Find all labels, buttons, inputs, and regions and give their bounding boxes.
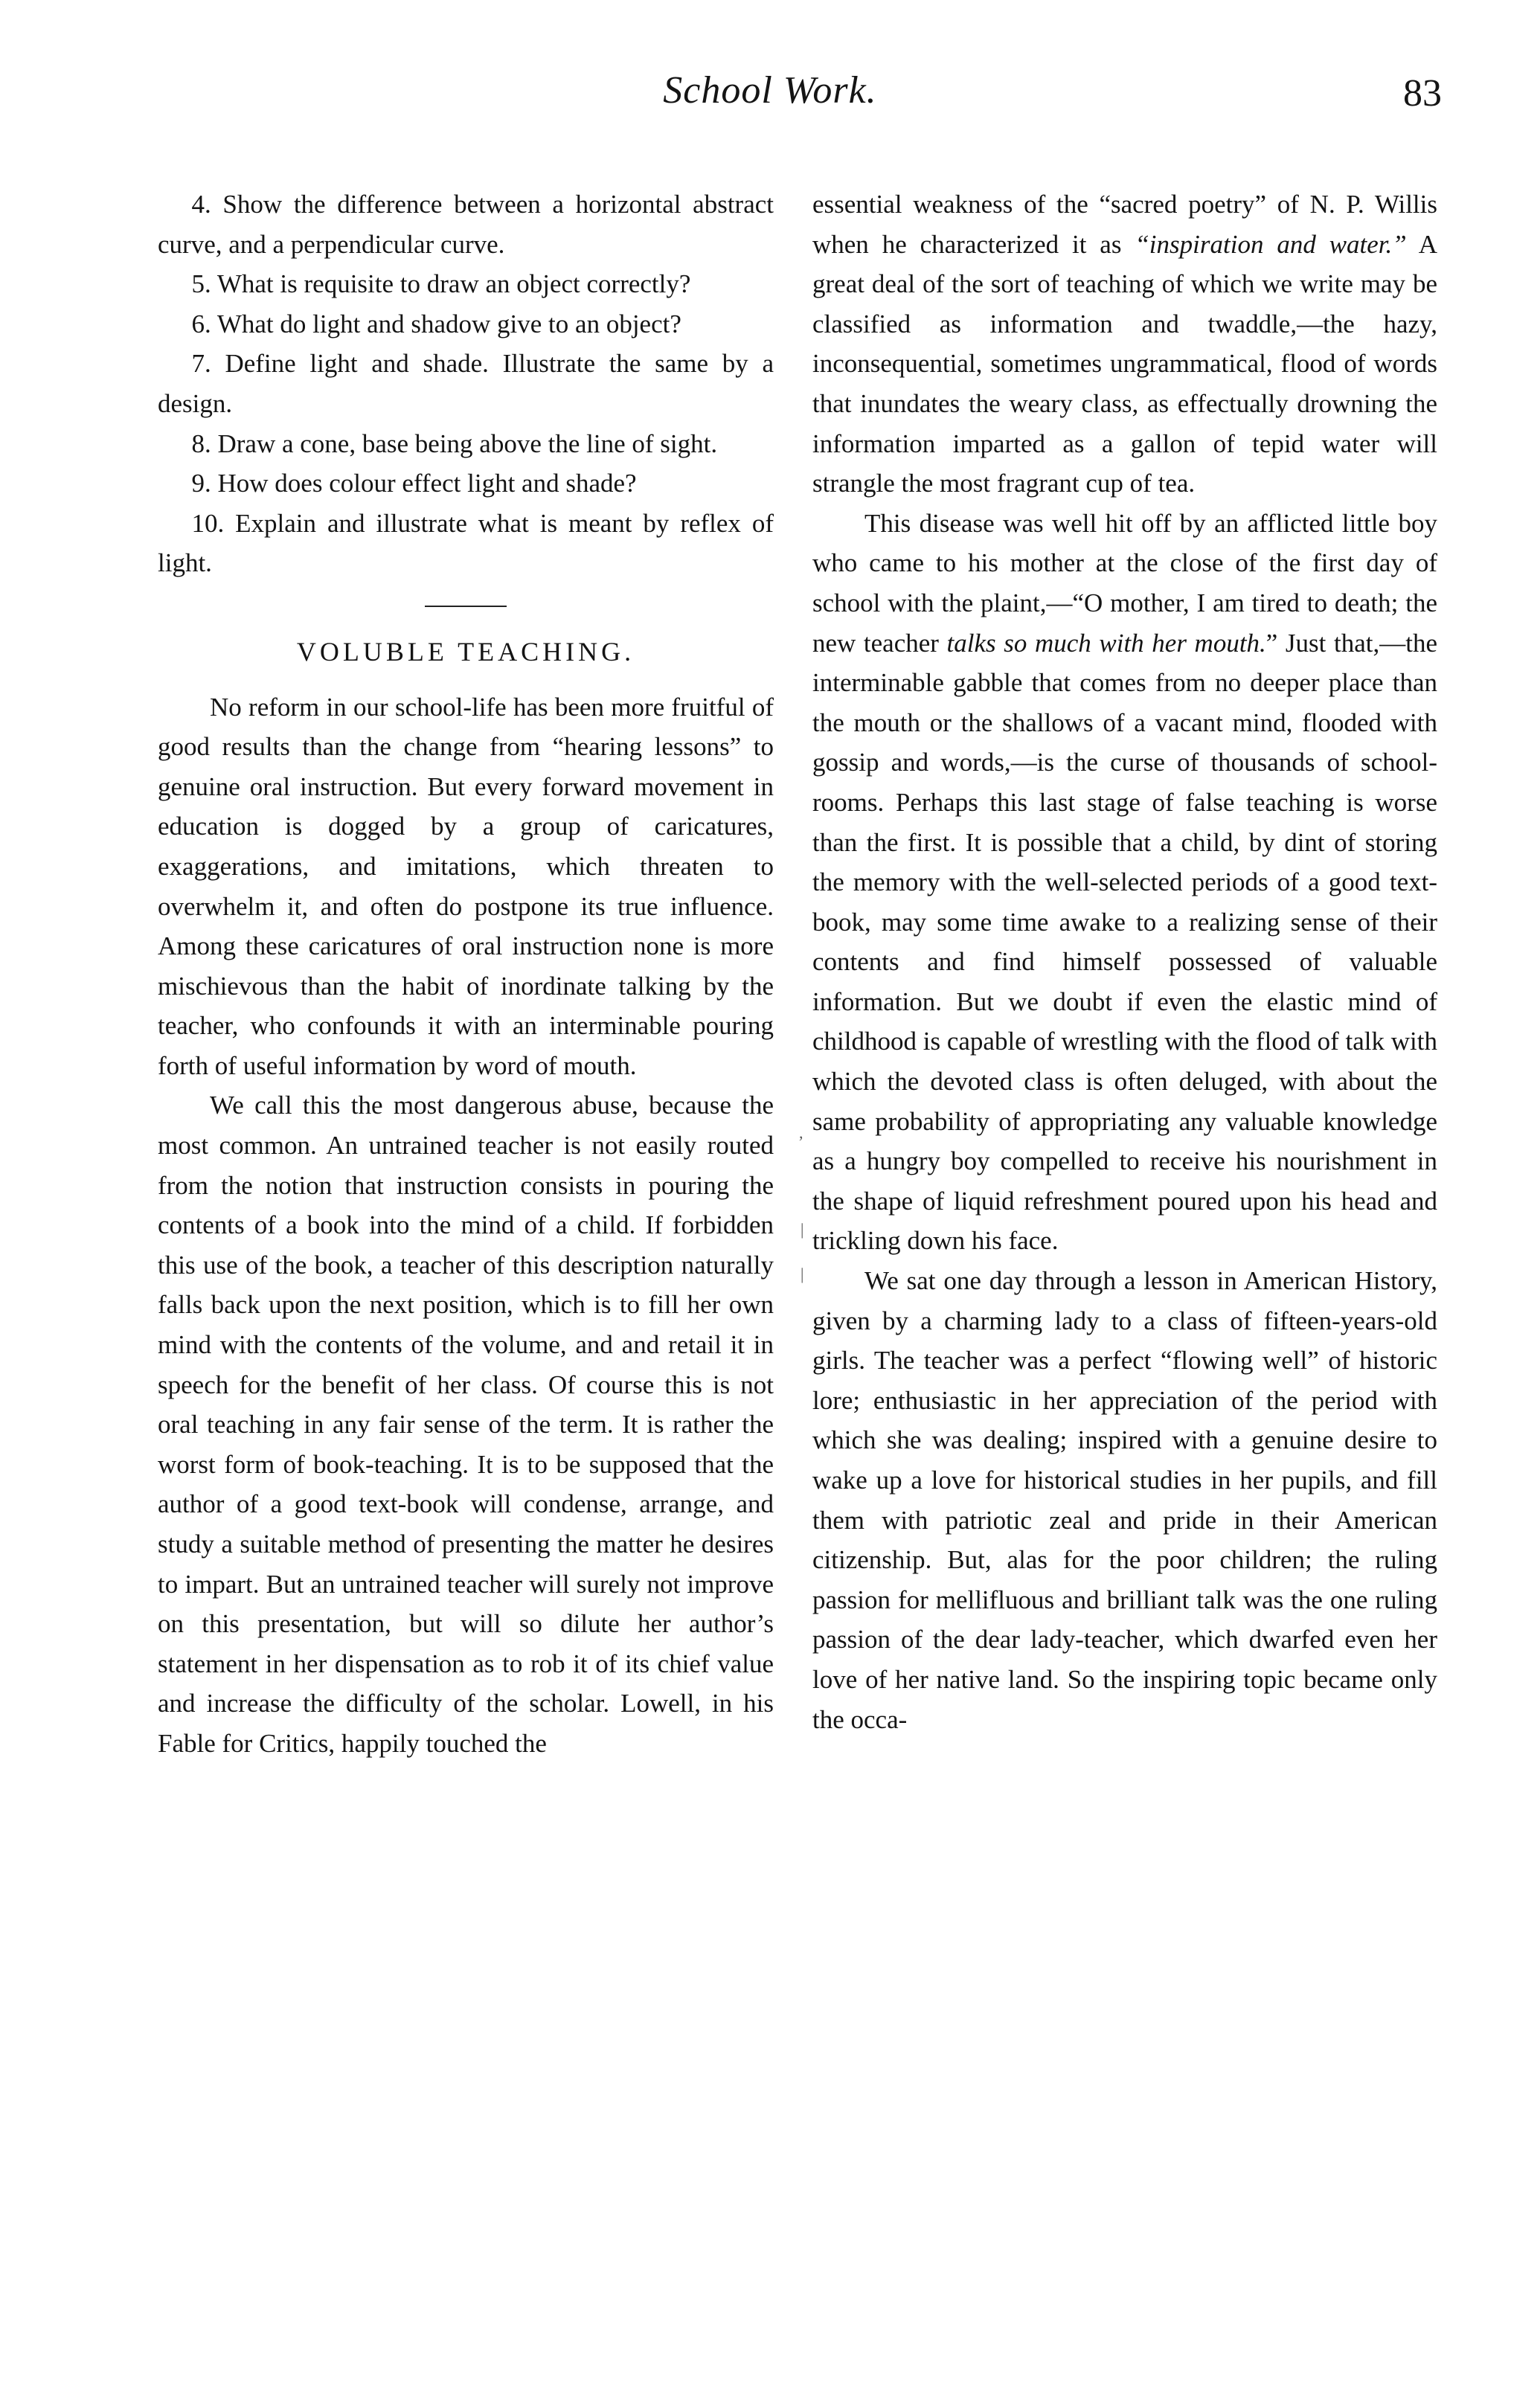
paragraph-reform: No reform in our school-life has been more fruitful of good results than the change from “hearing lessons” to genuine oral instruction. But every forward movement in education is dogged by a group of caricatures, exaggerations, and imitations, which threaten to overwhelm it, and often do postpone its true influence. Among these caricatures of oral instruction none is more mischievous than the habit of inordinate talking by the teacher, who confounds it with an interminable pouring forth of useful information by word of mouth.	[158, 692, 774, 1080]
section-divider	[425, 606, 507, 607]
paragraph-disease	[812, 504, 1437, 1261]
continuation-text: essential weakness of the “sacred poetry” of N. P. Willis when he characterized it as	[812, 190, 1437, 259]
paragraph-continuation	[812, 184, 1437, 504]
running-head	[0, 68, 1540, 121]
question-10: 10. Explain and illustrate what is meant by reflex of light.	[158, 508, 774, 578]
paragraph-history: We sat one day through a lesson in American History, given by a charming lady to a class of fifteen-years-old girls. The teacher was a perfect “flowing well” of historic lore; enthusiastic in her appreciation of the period with which she was dealing; inspired with a genuine desire to wake up a love for historical studies in her pupils, and fill them with patriotic zeal and pride in their American citizenship. But, alas for the poor children; the ruling passion for mellifluous and brilliant talk was the one ruling passion of the dear lady-teacher, which dwarfed even her love of her native land. So the inspiring topic became only the occa-	[812, 1266, 1437, 1734]
disease-text: This disease was well hit off by an afflicted little boy who came to his mother at the close of the first day of school with the plaint,—“O mother, I am tired to death; the new teacher	[812, 508, 1437, 658]
disease-text-end: ” Just that,—the interminable gabble that comes from no deeper place than the mouth or the shallows of a vacant mind, flooded with gossip and words,—is the curse of thousands of school-rooms. Perhaps this last stage of false teaching is worse than the first. It is possible that a child, by dint of storing the memory with the well-selected periods of a good text-book, may some time awake to a realizing sense of their contents and find himself possessed of valuable information. But we doubt if even the elastic mind of childhood is capable of wrestling with the flood of talk with which the devoted class is often deluged, with about the same probability of appropriating any valuable knowledge as a hungry boy compelled to receive his nourishment in the shape of liquid refreshment poured upon his head and trickling down his face.	[812, 628, 1437, 1256]
right-column	[812, 184, 1437, 1739]
page-number: 83	[1403, 72, 1442, 115]
gutter-mark: ,	[799, 1123, 803, 1142]
continuation-text-end: A great deal of the sort of teaching of which we write may be classified as information and twaddle,—the hazy, inconsequential, sometimes ungrammatical, flood of words that inundates the weary class, as effectually drowning the information imparted as a gallon of tepid water will strangle the most fragrant cup of tea.	[812, 229, 1437, 498]
question-8: 8. Draw a cone, base being above the line of sight.	[191, 429, 718, 458]
question-6: 6. What do light and shadow give to an object?	[191, 309, 681, 338]
gutter-mark: |	[801, 1265, 804, 1283]
left-column	[158, 184, 774, 1764]
running-title: School Work.	[663, 69, 877, 112]
continuation-italic: “inspiration and water.”	[1135, 229, 1407, 259]
disease-italic: talks so much with her mouth.	[946, 628, 1266, 658]
paragraph-abuse: We call this the most dangerous abuse, because the most common. An untrained teacher is not easily routed from the notion that instruction consists in pouring the contents of a book into the mind of a child. If forbidden this use of the book, a teacher of this description naturally falls back upon the next position, which is to fill her own mind with the contents of the volume, and and retail it in speech for the benefit of her class. Of course this is not oral teaching in any fair sense of the term. It is rather the worst form of book-teaching. It is to be supposed that the author of a good text-book will condense, arrange, and study a suitable method of presenting the matter he desires to impart. But an untrained teacher will surely not improve on this presentation, but will so dilute her author’s statement in her dispensation as to rob it of its chief value and increase the difficulty of the scholar. Lowell, in his Fable for Critics, happily touched the	[158, 1091, 774, 1758]
question-9: 9. How does colour effect light and shade?	[191, 469, 637, 498]
question-5: 5. What is requisite to draw an object correctly?	[191, 269, 691, 299]
gutter-mark: |	[801, 1220, 804, 1239]
question-7: 7. Define light and shade. Illustrate the same by a design.	[158, 349, 774, 418]
question-4: 4. Show the difference between a horizontal abstract curve, and a perpendicular curve.	[158, 190, 774, 259]
section-heading: VOLUBLE TEACHING.	[296, 636, 635, 667]
